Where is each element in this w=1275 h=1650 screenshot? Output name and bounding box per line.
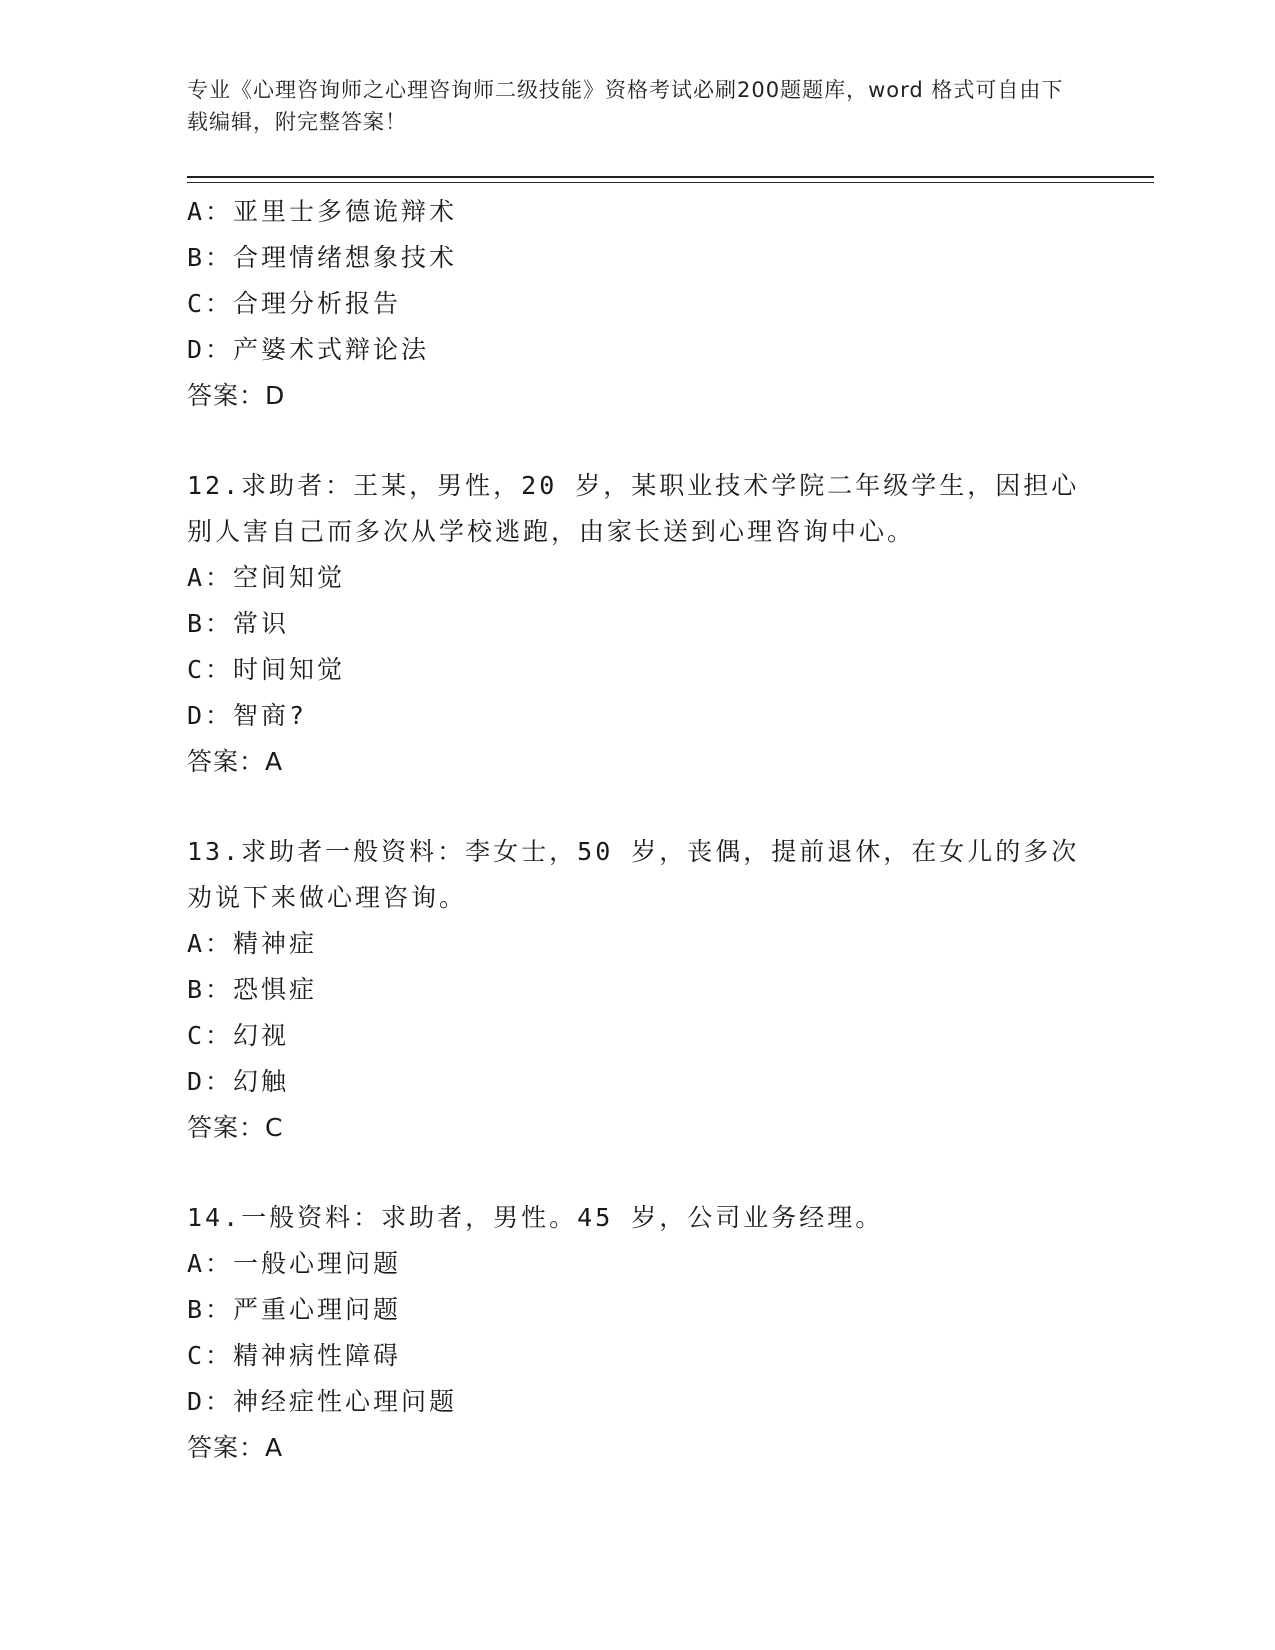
option-d: D：智商? bbox=[187, 701, 308, 730]
option-c: C：精神病性障碍 bbox=[187, 1341, 402, 1370]
header-divider-thick bbox=[187, 176, 1154, 178]
option-b: B：合理情绪想象技术 bbox=[187, 243, 458, 272]
option-a: A：空间知觉 bbox=[187, 563, 346, 592]
option-b: B：恐惧症 bbox=[187, 975, 318, 1004]
answer-line: 答案：D bbox=[187, 381, 286, 410]
question-stem-line: 劝说下来做心理咨询。 bbox=[187, 883, 468, 912]
option-c: C：幻视 bbox=[187, 1021, 290, 1050]
header-divider-thin bbox=[187, 182, 1154, 183]
question-stem-line: 别人害自己而多次从学校逃跑，由家长送到心理咨询中心。 bbox=[187, 517, 916, 546]
question-content bbox=[187, 189, 1087, 1471]
document-header: 专业《心理咨询师之心理咨询师二级技能》资格考试必刷200题题库，word 格式可自由下载编辑，附完整答案！ bbox=[187, 78, 1064, 134]
question-stem-line: 13.求助者一般资料：李女士，50 岁，丧偶，提前退休，在女儿的多次 bbox=[187, 837, 1080, 866]
option-c: C：合理分析报告 bbox=[187, 289, 402, 318]
option-a: A：亚里士多德诡辩术 bbox=[187, 197, 458, 226]
option-d: D：产婆术式辩论法 bbox=[187, 335, 430, 364]
option-d: D：神经症性心理问题 bbox=[187, 1387, 458, 1416]
answer-line: 答案：A bbox=[187, 747, 284, 776]
question-stem-line: 14.一般资料：求助者，男性。45 岁，公司业务经理。 bbox=[187, 1203, 884, 1232]
option-a: A：一般心理问题 bbox=[187, 1249, 402, 1278]
answer-line: 答案：A bbox=[187, 1433, 284, 1462]
spacer bbox=[187, 419, 1087, 463]
option-b: B：常识 bbox=[187, 609, 290, 638]
spacer bbox=[187, 1151, 1087, 1195]
spacer bbox=[187, 785, 1087, 829]
question-block-11 bbox=[187, 189, 1087, 419]
option-c: C：时间知觉 bbox=[187, 655, 346, 684]
option-b: B：严重心理问题 bbox=[187, 1295, 402, 1324]
question-block-14 bbox=[187, 1195, 1087, 1471]
question-block-13 bbox=[187, 829, 1087, 1151]
option-d: D：幻触 bbox=[187, 1067, 290, 1096]
option-a: A：精神症 bbox=[187, 929, 318, 958]
question-stem-line: 12.求助者：王某，男性，20 岁，某职业技术学院二年级学生，因担心 bbox=[187, 471, 1080, 500]
answer-line: 答案：C bbox=[187, 1113, 284, 1142]
question-block-12 bbox=[187, 463, 1087, 785]
